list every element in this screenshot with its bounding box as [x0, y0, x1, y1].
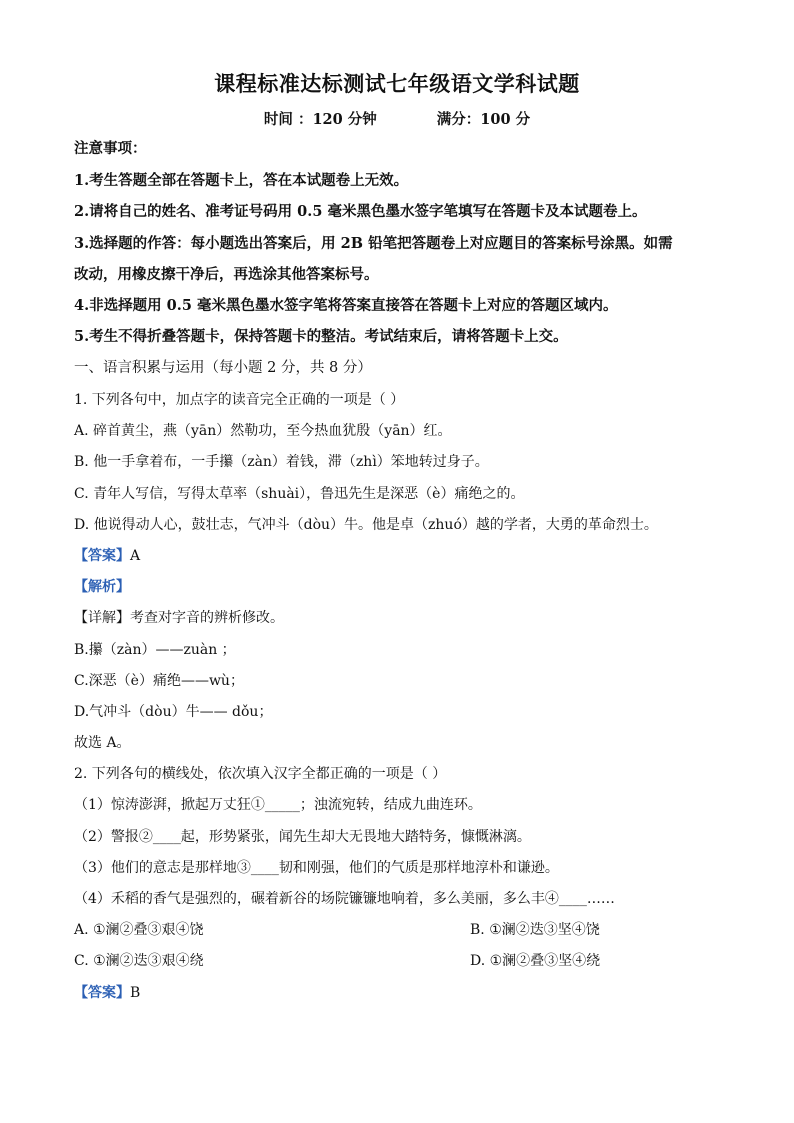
time-label: 时间 ：120 分钟: [263, 111, 377, 128]
option-b: B. 他一手拿着布，一手攥（zàn）着钱，滞（zhì）笨地转过身子。: [74, 454, 489, 470]
answer-line: [74, 983, 724, 1003]
score-label: 满分：100 分: [436, 111, 531, 128]
exam-meta: [0, 108, 794, 129]
question-stem: 2. 下列各句的横线处，依次填入汉字全都正确的一项是（ ）: [74, 766, 447, 782]
analysis-tag: 【解析】: [74, 579, 130, 595]
conclusion-line: 故选 A。: [74, 735, 131, 751]
option-d: D. ①澜②叠③坚④绕: [470, 953, 601, 969]
detail-text: 考查对字音的辨析修改。: [130, 610, 284, 626]
option-c: C. 青年人写信，写得太草率（shuài），鲁迅先生是深恶（è）痛绝之的。: [74, 486, 525, 502]
correction-line: C.深恶（è）痛绝——wù；: [74, 673, 244, 689]
note-item: 5.考生不得折叠答题卡，保持答题卡的整洁。考试结束后，请将答题卡上交。: [74, 328, 568, 345]
answer-value: B: [130, 985, 141, 1001]
note-item: 2.请将自己的姓名、准考证号码用 0.5 毫米黑色墨水签字笔填写在答题卡及本试题卷上。: [74, 203, 647, 220]
sentence-line: （1）惊涛澎湃，掀起万丈狂①_____；浊流宛转，结成九曲连环。: [74, 797, 482, 813]
detail-tag: 【详解】: [74, 610, 130, 626]
section-heading: 一、语言积累与运用（每小题 2 分，共 8 分）: [74, 360, 372, 376]
correction-line: B.攥（zàn）——zuàn ；: [74, 642, 236, 658]
sentence-line: （4）禾稻的香气是强烈的，碾着新谷的场院镰镰地响着，多么美丽，多么丰④____……: [74, 891, 615, 907]
answer-line: [74, 546, 724, 566]
correction-line: D.气冲斗（dòu）牛—— dǒu；: [74, 704, 273, 720]
option-c: C. ①澜②迭③艰④绕: [74, 953, 204, 969]
option-b: B. ①澜②迭③坚④饶: [470, 922, 600, 938]
sentence-line: （2）警报②____起，形势紧张，闻先生却大无畏地大踏特务，慷慨淋漓。: [74, 829, 531, 845]
notes-heading: 注意事项：: [74, 140, 147, 157]
answer-tag: 【答案】: [74, 985, 130, 1001]
question-stem: 1. 下列各句中，加点字的读音完全正确的一项是（ ）: [74, 392, 405, 408]
options-row: [74, 951, 724, 971]
analysis-line: [74, 577, 724, 597]
note-item: 改动，用橡皮擦干净后，再选涂其他答案标号。: [74, 266, 379, 283]
note-item: 4.非选择题用 0.5 毫米黑色墨水签字笔将答案直接答在答题卡上对应的答题区域内。: [74, 297, 618, 314]
option-a: A. ①澜②叠③艰④饶: [74, 922, 204, 938]
options-row: [74, 920, 724, 940]
option-d: D. 他说得动人心，鼓壮志，气冲斗（dòu）牛。他是卓（zhuó）越的学者，大勇的革命烈士。: [74, 517, 658, 533]
sentence-line: （3）他们的意志是那样地③____韧和刚强，他们的气质是那样地淳朴和谦逊。: [74, 860, 559, 876]
answer-tag: 【答案】: [74, 548, 130, 564]
note-item: 3.选择题的作答：每小题选出答案后，用 2B 铅笔把答题卷上对应题目的答案标号涂黑。如需: [74, 235, 673, 252]
page-title: 课程标准达标测试七年级语文学科试题: [214, 71, 580, 96]
option-a: A. 碎首黄尘，燕（yān）然勒功，至今热血犹殷（yān）红。: [74, 423, 452, 439]
answer-value: A: [130, 548, 141, 564]
detail-line: [74, 608, 724, 628]
note-item: 1.考生答题全部在答题卡上，答在本试题卷上无效。: [74, 172, 409, 189]
